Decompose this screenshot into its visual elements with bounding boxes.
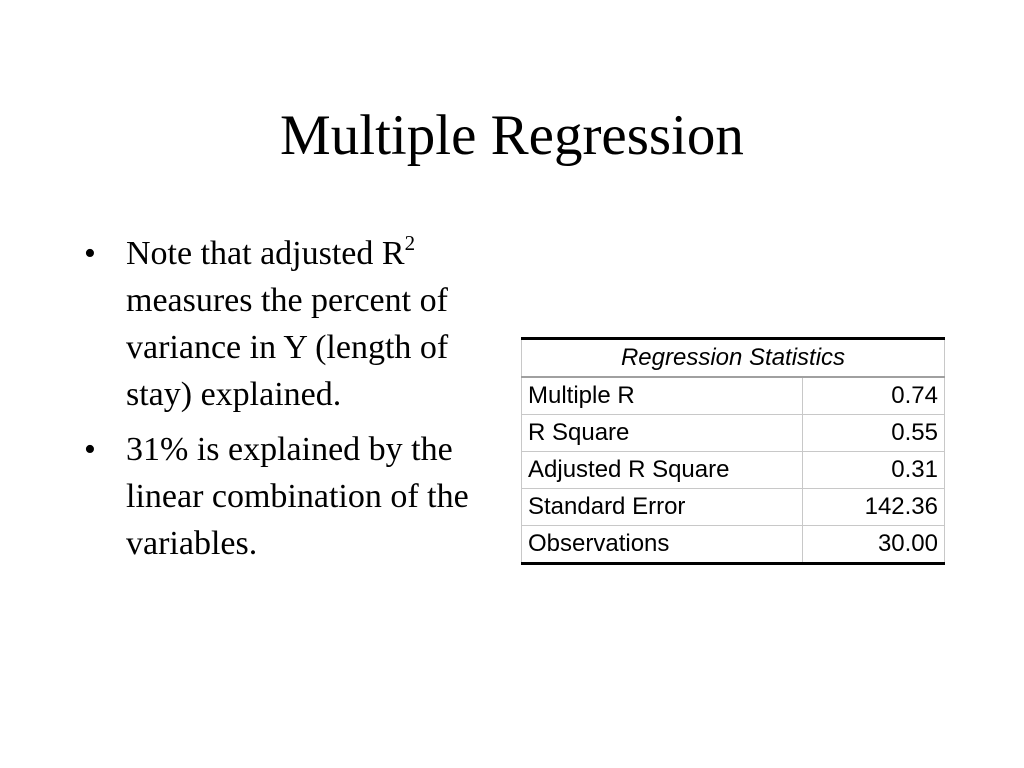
bullet-text-part: 31% is explained by the linear combination of the variables.: [126, 431, 469, 562]
row-label: R Square: [522, 415, 803, 452]
superscript: 2: [404, 230, 416, 255]
row-value: 30.00: [803, 526, 945, 564]
bullet-item: [84, 426, 504, 567]
row-value: 0.31: [803, 452, 945, 489]
bullet-text-part: measures the percent of variance in Y (length of stay) explained.: [126, 282, 449, 413]
table-row: [522, 415, 945, 452]
bullet-marker: •: [84, 235, 96, 272]
row-label: Observations: [522, 526, 803, 564]
bullet-text: [126, 431, 469, 562]
row-label: Standard Error: [522, 489, 803, 526]
table-row: [522, 377, 945, 415]
table-row: [522, 489, 945, 526]
bullet-text: [126, 230, 449, 413]
row-value: 0.55: [803, 415, 945, 452]
table-row: [522, 452, 945, 489]
row-value: 0.74: [803, 377, 945, 415]
table-header: Regression Statistics: [522, 339, 945, 378]
bullet-marker: •: [84, 431, 96, 468]
regression-statistics-table: [521, 337, 945, 565]
row-label: Multiple R: [522, 377, 803, 415]
row-label: Adjusted R Square: [522, 452, 803, 489]
bullet-text-part: Note that adjusted R: [126, 235, 405, 272]
table-row: [522, 526, 945, 564]
bullet-item: [84, 230, 504, 418]
table-header-row: [522, 339, 945, 378]
row-value: 142.36: [803, 489, 945, 526]
slide-title: Multiple Regression: [280, 104, 744, 167]
bullet-list: [84, 230, 504, 575]
